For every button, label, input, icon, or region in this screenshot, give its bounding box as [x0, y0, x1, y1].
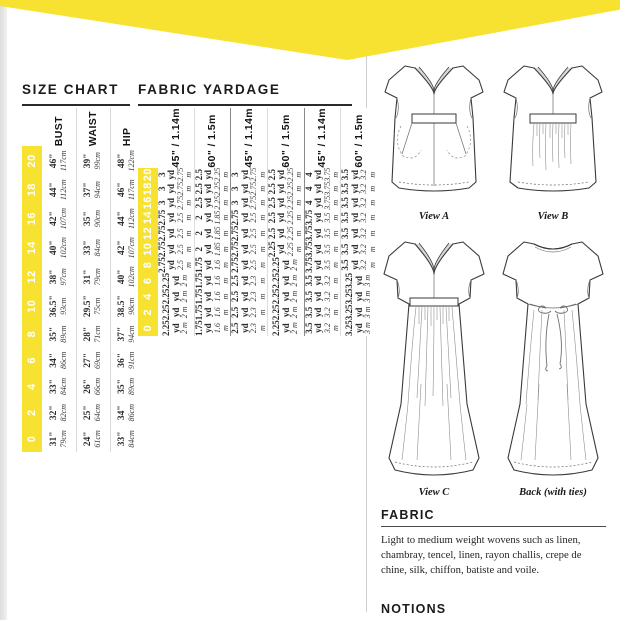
measurement-cell: 29.5" 75cm	[76, 291, 110, 321]
yardage-cell: 2.5 yd 2.3 m	[231, 273, 268, 289]
yardage-cell: 3 yd 2.75 m	[230, 181, 267, 196]
measurement-cell: 35" 89cm	[110, 373, 144, 399]
measurement-cell: 38" 97cm	[42, 262, 76, 291]
size-header-cell: 14	[22, 233, 42, 262]
notions-section	[367, 602, 620, 620]
size-header-cell: 12	[22, 262, 42, 291]
yardage-cell: 2.25 yd 2 m	[267, 304, 304, 320]
yardage-cell: 2.25 yd 2 m	[267, 320, 304, 336]
size-header-cell: 16	[138, 196, 158, 210]
measurement-cell: 33" 84cm	[42, 373, 76, 399]
yardage-cell: 2.5 yd 2.25 m	[266, 226, 304, 241]
yardage-cell: 3.5 yd 3.2 m	[304, 273, 341, 289]
yardage-cell: 2.5 yd 2.3 m	[231, 289, 268, 305]
yardage-cell: 3.25 yd 3 m	[341, 304, 377, 320]
measurement-cell: 28" 71cm	[76, 321, 110, 347]
yardage-cell: 3 yd 2.75 m	[230, 195, 267, 210]
figure-label-view-c: View C	[418, 487, 450, 498]
size-header-cell: 14	[138, 210, 158, 226]
measurement-cell: 27" 69cm	[76, 347, 110, 373]
measurement-cell: 36.5" 93cm	[42, 291, 76, 321]
yardage-cell: 3.5 yd 3.2 m	[340, 169, 377, 181]
yardage-cell: 2.25 yd 2 m	[267, 289, 304, 305]
table-row	[267, 108, 304, 336]
yardage-cell: 2.75 yd 2.5 m	[230, 241, 267, 258]
measurement-cell: 40" 102cm	[42, 233, 76, 262]
size-chart-heading: SIZE CHART	[22, 82, 119, 97]
figure-label-view-a: View A	[418, 211, 450, 222]
yardage-cell: 3 yd 2.75 m	[157, 195, 194, 210]
yardage-cell: 3.5 yd 3.2 m	[341, 257, 377, 273]
size-header-cell: 10	[22, 291, 42, 321]
yardage-cell: 2.5 yd 2.25 m	[193, 195, 230, 210]
yardage-cell: 1.75 yd 1.6 m	[193, 304, 230, 321]
measurement-cell: 33" 84cm	[76, 233, 110, 262]
size-header-cell: 20	[22, 146, 42, 175]
size-header-cell: 6	[138, 273, 158, 289]
size-header-cell: 8	[138, 257, 158, 273]
figure-label-view-b: View B	[537, 211, 569, 222]
measurement-cell: 34" 86cm	[42, 347, 76, 373]
measurement-cell: 25" 64cm	[76, 400, 110, 426]
yardage-cell: 2.5 yd 2.25 m	[266, 210, 304, 225]
size-header-cell: 18	[22, 175, 42, 204]
fabric-section	[367, 508, 620, 579]
fabric-heading: FABRIC	[381, 508, 435, 522]
yardage-cell: 3.25 yd 3 m	[341, 273, 377, 289]
yardage-cell: 1.75 yd 1.6 m	[193, 272, 230, 289]
fabric-description: Light to medium weight wovens such as linen, chambray, tencel, linen, rayon challis, crepe de chine, silk, chiffon, batiste and voile.	[381, 534, 582, 577]
yardage-cell: 2.5 yd 2.3 m	[231, 320, 268, 336]
measurement-cell: 37" 94cm	[110, 321, 144, 347]
yardage-cell: 2.75 yd 2.5 m	[230, 225, 267, 242]
yardage-cell: 2.5 yd 2.25 m	[193, 181, 230, 196]
figure-view-c	[375, 234, 493, 498]
yardage-cell: 3.5 yd 3.2 m	[304, 304, 341, 320]
yardage-cell: 3.75 yd 3.5 m	[303, 241, 340, 258]
yardage-cell: 2.75 yd 2.5 m	[230, 257, 267, 273]
size-header-cell: 0	[138, 320, 158, 336]
measurement-cell: 42" 107cm	[42, 204, 76, 233]
table-row	[158, 108, 194, 336]
yardage-cell: 1.75 yd 1.6 m	[193, 288, 230, 305]
fabric-yardage-rule	[138, 104, 352, 106]
size-header-row	[22, 108, 42, 452]
yardage-cell: 3.5 yd 3.2 m	[304, 289, 341, 305]
yardage-cell: 2.75 yd 2.5 m	[157, 257, 194, 273]
fabric-yardage-heading: FABRIC YARDAGE	[138, 82, 281, 97]
yardage-cell: 2.25 yd 2 m	[158, 273, 194, 289]
measurement-cell: 48" 122cm	[110, 146, 144, 175]
yardage-cell: 4 yd 3.75 m	[303, 195, 340, 210]
figure-view-b	[494, 58, 612, 222]
illustrations-panel	[367, 56, 620, 620]
size-header-cell: 2	[22, 400, 42, 426]
measurement-row-label: HIP	[110, 108, 144, 146]
yardage-cell: 3.75 yd 3.5 m	[303, 257, 340, 273]
measurement-cell: 44" 112cm	[42, 175, 76, 204]
size-header-cell: 10	[138, 241, 158, 257]
yardage-cell: 2.75 yd 2.5 m	[157, 225, 194, 242]
yardage-cell: 2 yd 1.85 m	[193, 226, 230, 241]
measurement-cell: 32" 82cm	[42, 400, 76, 426]
yardage-cell: 2 yd 1.85 m	[193, 242, 230, 257]
measurement-cell: 38.5" 98cm	[110, 291, 144, 321]
yardage-cell: 1.75 yd 1.6 m	[193, 320, 230, 336]
measurement-cell: 34" 86cm	[110, 400, 144, 426]
yardage-cell: 3 yd 2.75 m	[157, 167, 194, 182]
fabric-width-label: 60" / 1.5m	[267, 108, 304, 168]
yardage-cell: 3.75 yd 3.5 m	[303, 209, 340, 226]
size-header-cell: 8	[22, 321, 42, 347]
yardage-cell: 2.25 yd 2.25 m	[266, 241, 304, 258]
measurement-row-label: BUST	[42, 108, 76, 146]
yardage-cell: 4 yd 3.75 m	[303, 181, 340, 196]
yardage-cell: 1.75 yd 1.6 m	[193, 257, 230, 273]
yardage-cell: 2 yd 1.85 m	[193, 210, 230, 225]
measurement-cell: 46" 117cm	[110, 175, 144, 204]
figure-view-a	[375, 58, 493, 222]
yardage-cell: 2.5 yd 2.3 m	[231, 304, 268, 320]
measurement-cell: 36" 91cm	[110, 347, 144, 373]
size-chart-table-wrap	[22, 108, 144, 452]
yardage-cell: 2.25 yd 2 m	[267, 257, 304, 273]
fabric-width-label: 60" / 1.5m	[341, 108, 377, 168]
table-row	[76, 108, 110, 452]
size-header-cell: 4	[138, 289, 158, 305]
yardage-cell: 2.5 yd 2.25 m	[266, 195, 304, 210]
measurement-cell: 24" 61cm	[76, 426, 110, 452]
measurement-cell: 31" 79cm	[76, 262, 110, 291]
notions-heading: NOTIONS	[381, 602, 447, 616]
measurement-cell: 31" 79cm	[42, 426, 76, 452]
measurement-cell: 37" 94cm	[76, 175, 110, 204]
fabric-yardage-table	[138, 108, 377, 336]
yardage-cell: 2.5 yd 2.25 m	[193, 167, 230, 182]
yardage-cell: 3.5 yd 3.2 m	[340, 197, 377, 209]
yardage-cell: 3 yd 2.75 m	[157, 181, 194, 196]
measurement-cell: 40" 102cm	[110, 262, 144, 291]
figure-label-back: Back (with ties)	[519, 487, 587, 498]
size-header-cell: 2	[138, 304, 158, 320]
measurement-cell: 33" 84cm	[110, 426, 144, 452]
table-row	[42, 108, 76, 452]
yardage-cell: 2.5 yd 2.25 m	[266, 181, 304, 196]
measurement-cell: 26" 66cm	[76, 373, 110, 399]
size-chart-rule	[22, 104, 130, 106]
measurement-row-label: WAIST	[76, 108, 110, 146]
size-header-cell: 0	[22, 426, 42, 452]
measurement-cell: 44" 112cm	[110, 204, 144, 233]
yardage-cell: 2.75 yd 2.5 m	[157, 209, 194, 226]
size-header-cell: 20	[138, 168, 158, 182]
table-row	[231, 108, 268, 336]
measurement-cell: 35" 89cm	[42, 321, 76, 347]
technical-drawings	[367, 56, 620, 508]
fabric-width-label: 45" / 1.14m	[231, 108, 268, 168]
fabric-width-label: 60" / 1.5m	[194, 108, 231, 168]
yardage-header-row	[138, 108, 158, 336]
measurement-cell: 39" 99cm	[76, 146, 110, 175]
yardage-cell: 3.5 yd 3.2 m	[341, 241, 377, 257]
yardage-cell: 3.5 yd 3.2 m	[341, 226, 377, 242]
size-header-cell: 6	[22, 347, 42, 373]
yardage-cell: 2.75 yd 2.5 m	[230, 209, 267, 226]
yardage-cell: 3.5 yd 3.2 m	[304, 320, 341, 336]
measurement-cell: 35" 90cm	[76, 204, 110, 233]
fabric-width-label: 45" / 1.14m	[304, 108, 341, 168]
yardage-cell: 2.25 yd 2 m	[267, 273, 304, 289]
figure-back-with-ties	[494, 234, 612, 498]
size-header-cell: 16	[22, 204, 42, 233]
yardage-cell: 2.5 yd 2.25 m	[266, 167, 304, 182]
yardage-cell: 3.75 yd 3.5 m	[303, 225, 340, 242]
yardage-cell: 2.25 yd 2 m	[158, 320, 194, 336]
yardage-cell: 2.25 yd 2 m	[158, 289, 194, 305]
yardage-cell: 2.75 yd 2.5 m	[157, 241, 194, 258]
yardage-cell: 3.5 yd 3.2 m	[341, 210, 377, 226]
yellow-chevron-banner	[0, 0, 620, 60]
size-chart-table	[22, 108, 144, 452]
yardage-cell: 3.25 yd 3 m	[341, 320, 377, 336]
yardage-cell: 3 yd 2.75 m	[230, 167, 267, 182]
yardage-cell: 2.25 yd 2 m	[158, 304, 194, 320]
table-row	[194, 108, 231, 336]
yardage-cell: 4 yd 3.75 m	[303, 167, 340, 182]
measurement-cell: 46" 117cm	[42, 146, 76, 175]
fabric-yardage-table-wrap	[138, 108, 377, 336]
tables-panel	[0, 56, 377, 620]
measurement-cell: 42" 107cm	[110, 233, 144, 262]
yardage-cell: 3.25 yd 3 m	[341, 289, 377, 305]
yardage-cell: 3.5 yd 3.2 m	[340, 183, 377, 195]
size-header-cell: 18	[138, 182, 158, 196]
fabric-width-label: 45" / 1.14m	[158, 108, 194, 168]
table-row	[304, 108, 341, 336]
size-header-cell: 12	[138, 226, 158, 242]
size-header-cell: 4	[22, 373, 42, 399]
